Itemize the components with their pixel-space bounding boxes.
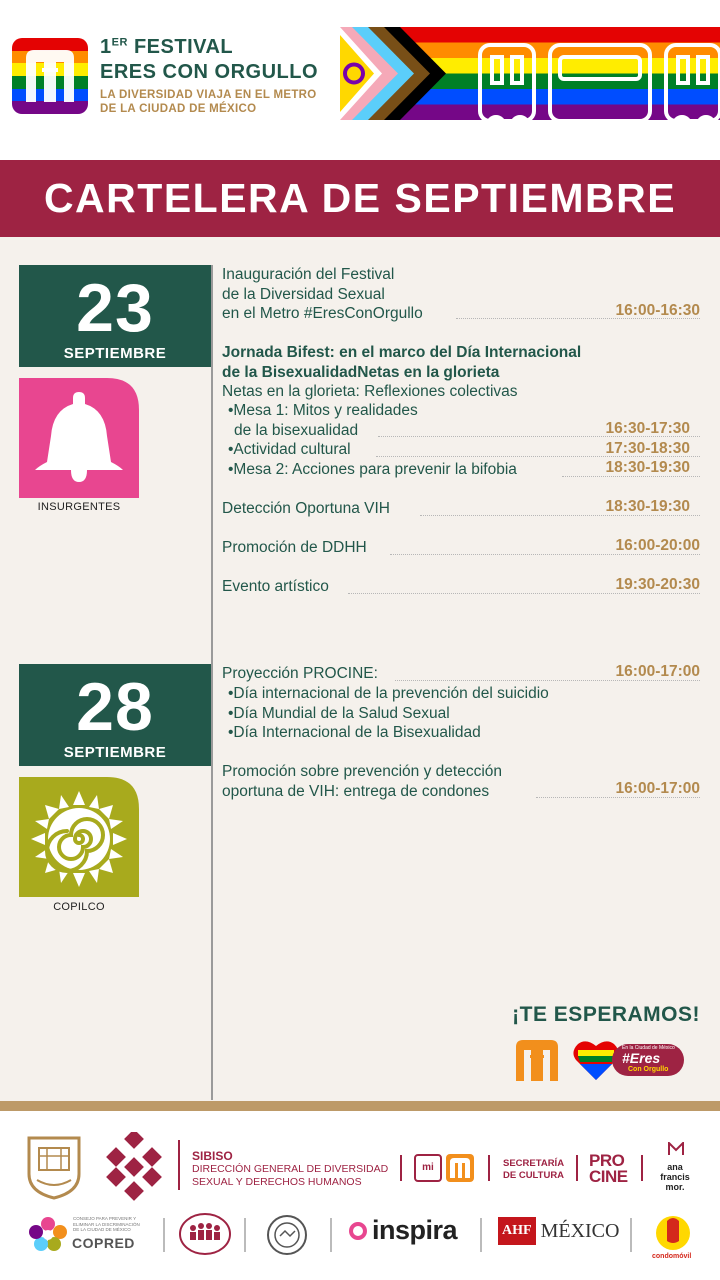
procine-line: PRO	[589, 1151, 625, 1170]
insurgentes-station-icon	[19, 378, 139, 498]
sibiso-title: SIBISO	[192, 1149, 233, 1163]
separator	[576, 1155, 578, 1181]
cdmx-shield-icon	[25, 1134, 83, 1200]
event-promocion-vih	[222, 762, 502, 801]
procine-items	[228, 684, 549, 743]
ana-line: francis	[660, 1172, 690, 1182]
badge-small-text: En la Ciudad de México	[622, 1045, 675, 1051]
ana-line: ana	[667, 1162, 683, 1172]
copred-small-text: CONSEJO PARA PREVENIR Y ELIMINAR LA DISCRIMINACIÓN DE LA CIUDAD DE MÉXICO	[73, 1216, 140, 1232]
secretaria-cultura-logo	[503, 1158, 564, 1182]
separator	[480, 1218, 482, 1252]
event-ddhh: Promoción de DDHH	[222, 539, 367, 556]
event-time: 16:00-17:00	[615, 780, 700, 797]
event-deteccion: Detección Oportuna VIH	[222, 500, 391, 517]
event-line: de la Diversidad Sexual	[222, 285, 385, 303]
gold-divider-bar	[0, 1101, 720, 1111]
event-artistico: Evento artístico	[222, 578, 329, 595]
separator	[244, 1218, 246, 1252]
station-name-insurgentes: INSURGENTES	[37, 501, 121, 513]
condomovil-icon	[655, 1213, 691, 1253]
eres-con-orgullo-badge	[572, 1036, 684, 1082]
ahf-mexico: MÉXICO	[540, 1219, 620, 1242]
event-line: Promoción sobre prevención y detección	[222, 763, 503, 780]
date-box-28	[19, 664, 211, 766]
bullet-line: •Mesa 1: Mitos y realidades	[228, 402, 418, 419]
sibiso-logo	[192, 1150, 388, 1189]
date-day: 23	[76, 270, 154, 346]
derechos-humanos-seal-icon	[266, 1214, 308, 1256]
pride-metro-banner	[340, 27, 720, 120]
event-subheading: Netas en la glorieta: Reflexiones colectivas	[222, 383, 518, 400]
station-name-copilco: COPILCO	[53, 901, 105, 913]
separator	[400, 1155, 402, 1181]
title-prefix: 1	[100, 36, 112, 58]
metro-logo-small	[446, 1154, 474, 1182]
metro-m-icon	[12, 38, 88, 114]
ana-francis-mark-icon	[668, 1142, 684, 1156]
title-line2: ERES CON ORGULLO	[100, 61, 319, 83]
event-time: 18:30-19:30	[605, 498, 690, 515]
closing-message: ¡TE ESPERAMOS!	[512, 1003, 700, 1026]
event-heading-line: de la BisexualidadNetas en la glorieta	[222, 363, 500, 381]
bullet-line: de la bisexualidad	[234, 421, 359, 439]
separator	[178, 1140, 180, 1190]
date-box-23	[19, 265, 211, 367]
event-time: 16:30-17:30	[605, 420, 690, 437]
subtitle-line2: DE LA CIUDAD DE MÉXICO	[100, 103, 257, 115]
condomovil-logo: condomóvil	[652, 1253, 692, 1260]
mi-metro-logo: mi	[414, 1154, 442, 1182]
date-month: SEPTIEMBRE	[63, 744, 167, 761]
event-line: en el Metro #EresConOrgullo	[222, 305, 423, 322]
date-day: 28	[76, 669, 154, 745]
procine-line: CINE	[589, 1167, 628, 1186]
metro-rainbow-logo	[12, 38, 88, 114]
event-time: 16:00-16:30	[615, 302, 700, 319]
cultura-line: SECRETARÍA	[503, 1158, 565, 1169]
metro-logo-orange	[513, 1037, 561, 1083]
copilco-station-icon	[19, 777, 139, 897]
cultura-line: DE CULTURA	[503, 1170, 565, 1181]
ana-francis-mor-logo	[655, 1162, 695, 1192]
copred-logo: COPRED	[72, 1235, 135, 1251]
title-rest: FESTIVAL	[127, 36, 234, 58]
column-divider	[211, 265, 213, 1100]
cdmx-gobierno-icon	[101, 1132, 167, 1202]
inspira-logo: inspira	[372, 1215, 458, 1245]
date-month: SEPTIEMBRE	[63, 345, 167, 362]
bell-icon	[19, 378, 139, 498]
procine-logo	[589, 1153, 628, 1185]
event-heading-line: Jornada Bifest: en el marco del Día Internacional	[222, 344, 582, 361]
event-time: 16:00-20:00	[615, 537, 700, 554]
title-sup: ER	[111, 36, 128, 49]
sibiso-line: DIRECCIÓN GENERAL DE DIVERSIDAD	[192, 1163, 389, 1175]
subtitle-line1: LA DIVERSIDAD VIAJA EN EL METRO	[100, 89, 317, 101]
sun-spiral-icon	[19, 777, 139, 897]
event-jornada-heading	[222, 343, 581, 382]
sibiso-line: SEXUAL Y DERECHOS HUMANOS	[192, 1176, 362, 1188]
separator	[330, 1218, 332, 1252]
bullet-line: •Día Mundial de la Salud Sexual	[228, 704, 450, 722]
separator	[488, 1155, 490, 1181]
event-time: 18:30-19:30	[605, 459, 690, 476]
inspira-dot-icon	[348, 1221, 368, 1241]
festival-title	[100, 36, 318, 116]
badge-big-text: #Eres	[622, 1050, 661, 1066]
event-time: 17:30-18:30	[605, 440, 690, 457]
ahf-mexico-logo	[498, 1217, 619, 1245]
separator	[163, 1218, 165, 1252]
badge-sub-text: Con Orgullo	[628, 1066, 669, 1073]
ana-line: mor.	[665, 1182, 685, 1192]
ahf-box: AHF	[498, 1217, 536, 1245]
event-line: oportuna de VIH: entrega de condones	[222, 782, 490, 800]
page-title: CARTELERA DE SEPTIEMBRE	[43, 175, 677, 221]
consejo-ciudadano-icon	[178, 1212, 232, 1256]
bullet-line: •Día internacional de la prevención del suicidio	[228, 685, 549, 702]
separator	[630, 1218, 632, 1252]
event-mesa-2: •Mesa 2: Acciones para prevenir la bifobia	[228, 461, 517, 478]
event-line: Inauguración del Festival	[222, 266, 395, 283]
bullet-line: •Día Internacional de la Bisexualidad	[228, 724, 481, 741]
separator	[641, 1155, 643, 1181]
title-banner	[0, 160, 720, 237]
event-time: 19:30-20:30	[615, 576, 700, 593]
header	[0, 0, 720, 160]
copred-flower-icon	[28, 1216, 68, 1252]
event-mesa-1	[228, 401, 418, 440]
event-actividad: •Actividad cultural	[228, 441, 351, 458]
event-procine: Proyección PROCINE:	[222, 665, 378, 682]
event-time: 16:00-17:00	[615, 663, 700, 680]
event-inauguracion	[222, 265, 423, 324]
